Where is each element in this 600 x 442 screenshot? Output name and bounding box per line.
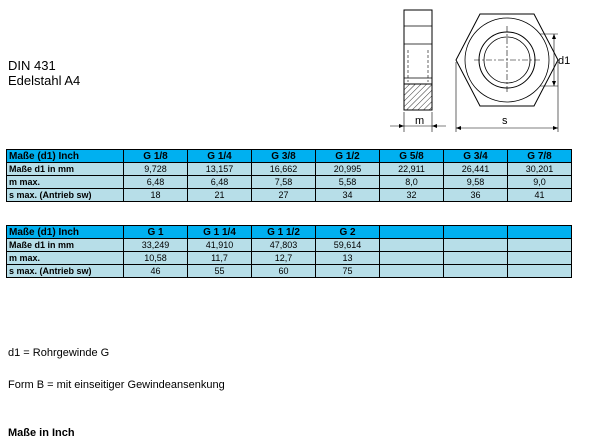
cell-value: 7,58: [252, 176, 316, 189]
column-header: G 7/8: [508, 150, 572, 163]
cell-value: [508, 265, 572, 278]
row-label: Maße d1 in mm: [7, 239, 124, 252]
cell-value: 11,7: [188, 252, 252, 265]
cell-value: 32: [380, 189, 444, 202]
note-form-b: Form B = mit einseitiger Gewindeansenkung: [8, 379, 225, 391]
cell-value: [508, 239, 572, 252]
dimension-table-small-sizes: [6, 149, 572, 202]
table-row: [7, 239, 572, 252]
cell-value: [444, 239, 508, 252]
cell-value: 33,249: [124, 239, 188, 252]
cell-value: [444, 252, 508, 265]
column-header: [444, 226, 508, 239]
cell-value: 60: [252, 265, 316, 278]
cell-value: 5,58: [316, 176, 380, 189]
cell-value: 47,803: [252, 239, 316, 252]
column-header: G 1/4: [188, 150, 252, 163]
cell-value: 21: [188, 189, 252, 202]
cell-value: 75: [316, 265, 380, 278]
cell-value: 41: [508, 189, 572, 202]
row-label: m max.: [7, 252, 124, 265]
dimension-s-label: s: [502, 115, 508, 127]
cell-value: [380, 265, 444, 278]
cell-value: [380, 252, 444, 265]
row-label: Maße d1 in mm: [7, 163, 124, 176]
table-row: [7, 252, 572, 265]
column-header: G 1 1/2: [252, 226, 316, 239]
column-header: G 1/8: [124, 150, 188, 163]
nut-side-view: [390, 10, 446, 132]
title-standard: DIN 431: [8, 58, 56, 73]
column-header: G 2: [316, 226, 380, 239]
cell-value: 20,995: [316, 163, 380, 176]
dimension-table-large-sizes: [6, 225, 572, 278]
cell-value: 9,728: [124, 163, 188, 176]
column-header: G 5/8: [380, 150, 444, 163]
cell-value: 34: [316, 189, 380, 202]
row-label: m max.: [7, 176, 124, 189]
cell-value: 59,614: [316, 239, 380, 252]
note-dimensions-inch: Maße in Inch: [8, 427, 75, 439]
cell-value: [380, 239, 444, 252]
product-title: [8, 58, 80, 88]
column-header: G 3/4: [444, 150, 508, 163]
header-label: Maße (d1) Inch: [7, 150, 124, 163]
table-row: [7, 163, 572, 176]
row-label: s max. (Antrieb sw): [7, 265, 124, 278]
column-header: G 1 1/4: [188, 226, 252, 239]
cell-value: 41,910: [188, 239, 252, 252]
cell-value: 16,662: [252, 163, 316, 176]
cell-value: 30,201: [508, 163, 572, 176]
table-header-row: [7, 150, 572, 163]
column-header: G 1: [124, 226, 188, 239]
table-row: [7, 176, 572, 189]
cell-value: 6,48: [124, 176, 188, 189]
cell-value: 8,0: [380, 176, 444, 189]
header-label: Maße (d1) Inch: [7, 226, 124, 239]
cell-value: 36: [444, 189, 508, 202]
cell-value: 22,911: [380, 163, 444, 176]
cell-value: 10,58: [124, 252, 188, 265]
column-header: [508, 226, 572, 239]
title-material: Edelstahl A4: [8, 73, 81, 88]
row-label: s max. (Antrieb sw): [7, 189, 124, 202]
cell-value: [444, 265, 508, 278]
cell-value: 12,7: [252, 252, 316, 265]
note-d1-thread: d1 = Rohrgewinde G: [8, 347, 110, 359]
cell-value: 55: [188, 265, 252, 278]
table-row: [7, 189, 572, 202]
column-header: [380, 226, 444, 239]
column-header: G 3/8: [252, 150, 316, 163]
table-row: [7, 265, 572, 278]
dimension-d1-label: d1: [558, 55, 571, 67]
cell-value: 27: [252, 189, 316, 202]
cell-value: 13,157: [188, 163, 252, 176]
cell-value: 46: [124, 265, 188, 278]
cell-value: [508, 252, 572, 265]
dimension-m-label: m: [415, 115, 425, 127]
table-header-row: [7, 226, 572, 239]
cell-value: 9,58: [444, 176, 508, 189]
nut-technical-drawing: [382, 4, 594, 138]
cell-value: 6,48: [188, 176, 252, 189]
cell-value: 18: [124, 189, 188, 202]
cell-value: 26,441: [444, 163, 508, 176]
cell-value: 13: [316, 252, 380, 265]
column-header: G 1/2: [316, 150, 380, 163]
cell-value: 9,0: [508, 176, 572, 189]
